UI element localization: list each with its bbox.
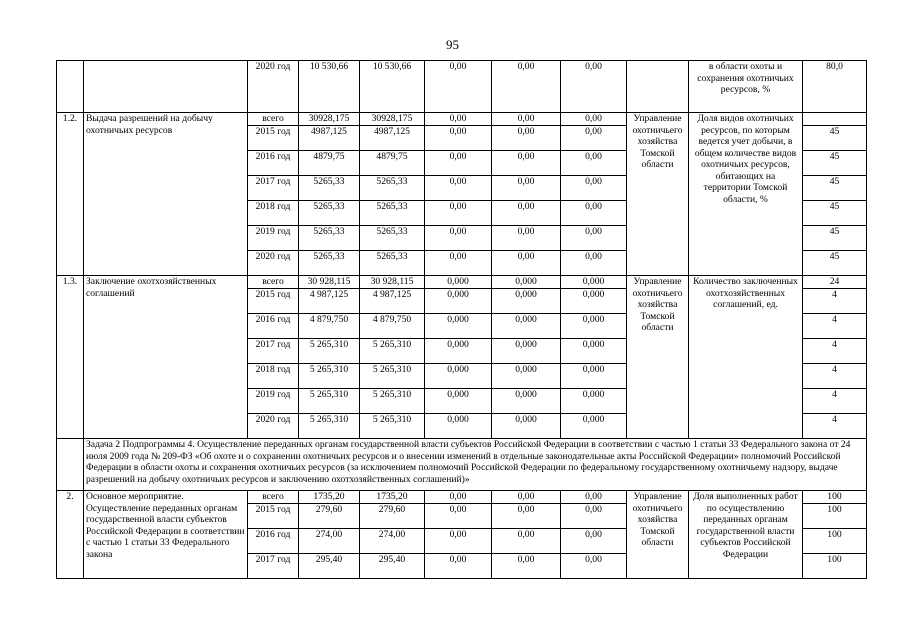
value-cell: 0,00 [425, 126, 492, 151]
executor-cell: Управление охотничьего хозяйства Томской области [627, 113, 689, 276]
number-cell [57, 61, 84, 113]
value-cell: 0,00 [492, 491, 561, 504]
value-cell: 0,000 [561, 364, 627, 389]
value-cell: 0,00 [492, 151, 561, 176]
target-cell: 100 [803, 491, 867, 504]
value-cell: 0,00 [425, 504, 492, 529]
value-cell: 0,000 [492, 364, 561, 389]
value-cell: 0,00 [425, 176, 492, 201]
value-cell: 0,00 [492, 176, 561, 201]
table-row [57, 439, 867, 491]
value-cell: 0,000 [492, 389, 561, 414]
value-cell: 279,60 [360, 504, 425, 529]
value-cell: 0,000 [561, 389, 627, 414]
value-cell: 5 265,310 [299, 339, 360, 364]
value-cell: 0,00 [561, 554, 627, 579]
indicator-cell: в области охоты и сохранения охотничьих ресурсов, % [689, 61, 803, 113]
value-cell: 295,40 [360, 554, 425, 579]
value-cell: 0,00 [492, 554, 561, 579]
value-cell: 5 265,310 [360, 414, 425, 439]
target-cell: 24 [803, 276, 867, 289]
value-cell: 279,60 [299, 504, 360, 529]
section-number: 1.3. [57, 276, 84, 439]
value-cell: 0,000 [561, 414, 627, 439]
value-cell: 5265,33 [299, 176, 360, 201]
value-cell: 0,00 [561, 491, 627, 504]
value-cell: 0,00 [425, 201, 492, 226]
value-cell: 4 879,750 [360, 314, 425, 339]
year-cell: 2015 год [248, 289, 299, 314]
value-cell: 5265,33 [299, 201, 360, 226]
value-cell: 5265,33 [360, 176, 425, 201]
value-cell: 0,000 [492, 276, 561, 289]
name-cell [84, 61, 248, 113]
value-cell: 4 987,125 [360, 289, 425, 314]
value-cell: 0,00 [561, 201, 627, 226]
year-cell: 2020 год [248, 251, 299, 276]
value-cell: 0,00 [561, 504, 627, 529]
value-cell: 4879,75 [299, 151, 360, 176]
indicator-cell: Доля видов охотничьих ресурсов, по которым ведется учет добычи, в общем количестве видов охотничьих ресурсов, обитающих на территории Томской области, % [689, 113, 803, 276]
year-cell: 2019 год [248, 389, 299, 414]
year-cell: 2020 год [248, 61, 299, 113]
target-cell: 100 [803, 504, 867, 529]
value-cell: 5265,33 [360, 251, 425, 276]
value-cell: 0,000 [425, 276, 492, 289]
value-cell: 0,000 [425, 414, 492, 439]
year-cell: 2018 год [248, 201, 299, 226]
value-cell: 5265,33 [299, 226, 360, 251]
value-cell: 5 265,310 [360, 389, 425, 414]
value-cell: 0,00 [492, 251, 561, 276]
value-cell: 0,00 [425, 554, 492, 579]
target-cell: 100 [803, 529, 867, 554]
value-cell: 4879,75 [360, 151, 425, 176]
year-cell: всего [248, 113, 299, 126]
year-cell: 2018 год [248, 364, 299, 389]
value-cell: 0,00 [561, 61, 627, 113]
indicator-cell: Доля выполненных работ по осуществлению переданных органам государственной власти субъектов Российской Федерации [689, 491, 803, 579]
value-cell: 0,00 [561, 126, 627, 151]
table-row [57, 113, 867, 126]
value-cell: 5265,33 [360, 201, 425, 226]
value-cell: 30928,175 [360, 113, 425, 126]
year-cell: 2019 год [248, 226, 299, 251]
value-cell: 5265,33 [299, 251, 360, 276]
value-cell: 0,000 [425, 289, 492, 314]
target-cell: 100 [803, 554, 867, 579]
value-cell: 0,00 [561, 151, 627, 176]
target-cell: 4 [803, 314, 867, 339]
target-cell: 80,0 [803, 61, 867, 113]
target-cell: 45 [803, 201, 867, 226]
target-cell: 4 [803, 364, 867, 389]
year-cell: 2015 год [248, 126, 299, 151]
value-cell: 0,00 [425, 491, 492, 504]
value-cell: 1735,20 [299, 491, 360, 504]
year-cell: 2017 год [248, 554, 299, 579]
value-cell: 295,40 [299, 554, 360, 579]
value-cell: 0,00 [425, 61, 492, 113]
value-cell: 5 265,310 [360, 339, 425, 364]
target-cell: 4 [803, 289, 867, 314]
value-cell: 0,00 [492, 113, 561, 126]
value-cell: 0,00 [492, 126, 561, 151]
value-cell: 0,000 [492, 289, 561, 314]
target-cell: 45 [803, 126, 867, 151]
target-cell: 4 [803, 339, 867, 364]
value-cell: 0,000 [492, 414, 561, 439]
value-cell: 0,00 [492, 61, 561, 113]
value-cell: 10 530,66 [360, 61, 425, 113]
value-cell: 0,000 [561, 314, 627, 339]
value-cell: 0,00 [561, 251, 627, 276]
section-name: Заключение охотхозяйственных соглашений [84, 276, 248, 439]
executor-cell [627, 61, 689, 113]
value-cell: 0,00 [561, 529, 627, 554]
section-number: 2. [57, 491, 84, 579]
target-cell: 45 [803, 151, 867, 176]
value-cell: 4 987,125 [299, 289, 360, 314]
value-cell: 0,00 [425, 151, 492, 176]
section-name: Основное мероприятие. Осуществление переданных органам государственной власти субъектов Российской Федерации в соответствии с частью 1 статьи 33 Федерального закона [84, 491, 248, 579]
value-cell: 4987,125 [360, 126, 425, 151]
value-cell: 0,000 [425, 364, 492, 389]
value-cell: 274,00 [360, 529, 425, 554]
target-cell: 45 [803, 226, 867, 251]
indicator-cell: Количество заключенных охотхозяйственных соглашений, ед. [689, 276, 803, 439]
value-cell: 0,00 [561, 226, 627, 251]
program-table [56, 60, 867, 579]
value-cell: 1735,20 [360, 491, 425, 504]
value-cell: 0,000 [492, 339, 561, 364]
value-cell: 4987,125 [299, 126, 360, 151]
section-number: 1.2. [57, 113, 84, 276]
value-cell: 5 265,310 [360, 364, 425, 389]
year-cell: 2016 год [248, 314, 299, 339]
year-cell: 2016 год [248, 151, 299, 176]
value-cell: 0,000 [561, 339, 627, 364]
year-cell: 2017 год [248, 339, 299, 364]
section-name: Выдача разрешений на добычу охотничьих ресурсов [84, 113, 248, 276]
value-cell: 5 265,310 [299, 389, 360, 414]
value-cell: 0,00 [425, 529, 492, 554]
value-cell: 30 928,115 [360, 276, 425, 289]
value-cell: 0,00 [492, 226, 561, 251]
value-cell: 0,00 [425, 226, 492, 251]
year-cell: всего [248, 276, 299, 289]
value-cell: 4 879,750 [299, 314, 360, 339]
value-cell: 0,00 [561, 176, 627, 201]
value-cell: 0,00 [425, 251, 492, 276]
value-cell: 5 265,310 [299, 364, 360, 389]
year-cell: 2020 год [248, 414, 299, 439]
year-cell: 2015 год [248, 504, 299, 529]
task-description: Задача 2 Подпрограммы 4. Осуществление переданных органам государственной власти субъектов Российской Федерации в соответствии с частью 1 статьи 33 Федерального закона от 24 июля 2009 года № 209-ФЗ «Об охоте и о сохранении охотничьих ресурсов и о внесении изменений в отдельные законодательные акты Российской Федерации» полномочий Российской Федерации в области охоты и сохранения охотничьих ресурсов (за исключением полномочий Российской Федерации по федеральному государственному охотничьему надзору, выдаче разрешений на добычу охотничьих ресурсов и заключению охотхозяйственных соглашений)» [84, 439, 867, 491]
target-cell: 45 [803, 176, 867, 201]
number-cell [57, 439, 84, 491]
target-cell [803, 113, 867, 126]
target-cell: 45 [803, 251, 867, 276]
year-cell: 2016 год [248, 529, 299, 554]
executor-cell: Управление охотничьего хозяйства Томской области [627, 276, 689, 439]
table-row [57, 491, 867, 504]
value-cell: 0,000 [425, 339, 492, 364]
value-cell: 30 928,115 [299, 276, 360, 289]
value-cell: 0,00 [425, 113, 492, 126]
value-cell: 30928,175 [299, 113, 360, 126]
year-cell: всего [248, 491, 299, 504]
value-cell: 0,00 [492, 504, 561, 529]
table-row [57, 276, 867, 289]
value-cell: 0,000 [425, 389, 492, 414]
year-cell: 2017 год [248, 176, 299, 201]
executor-cell: Управление охотничьего хозяйства Томской области [627, 491, 689, 579]
value-cell: 0,00 [561, 113, 627, 126]
value-cell: 0,000 [425, 314, 492, 339]
value-cell: 5265,33 [360, 226, 425, 251]
target-cell: 4 [803, 389, 867, 414]
value-cell: 0,000 [561, 289, 627, 314]
value-cell: 0,00 [492, 529, 561, 554]
value-cell: 0,000 [561, 276, 627, 289]
page-number: 95 [446, 37, 459, 52]
value-cell: 0,00 [492, 201, 561, 226]
value-cell: 274,00 [299, 529, 360, 554]
table-row [57, 61, 867, 113]
value-cell: 10 530,66 [299, 61, 360, 113]
target-cell: 4 [803, 414, 867, 439]
value-cell: 5 265,310 [299, 414, 360, 439]
value-cell: 0,000 [492, 314, 561, 339]
